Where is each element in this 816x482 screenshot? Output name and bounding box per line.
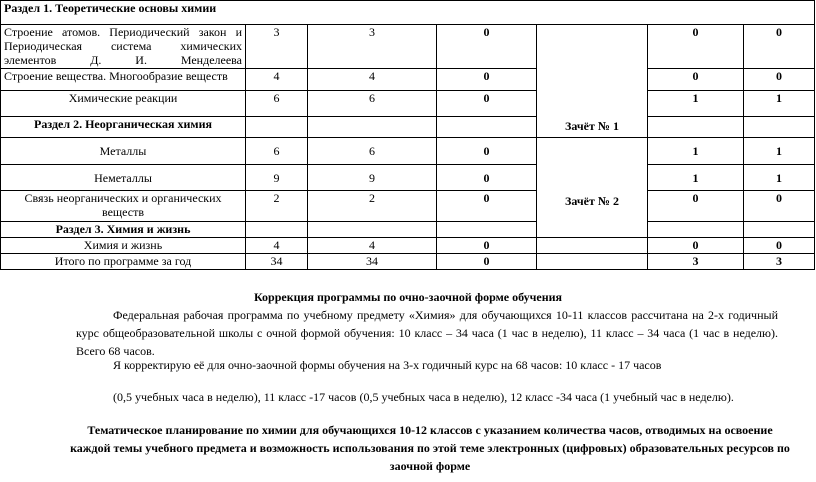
zachet-cell: Зачёт № 2 bbox=[537, 138, 648, 238]
topic-cell: Связь неорганических и органических веществ bbox=[1, 191, 246, 222]
section-row bbox=[1, 222, 815, 238]
value-cell: 3 bbox=[648, 254, 744, 270]
value-cell: 0 bbox=[437, 254, 537, 270]
value-cell: 0 bbox=[437, 138, 537, 165]
value-cell: 0 bbox=[648, 25, 744, 69]
table-row bbox=[1, 191, 815, 222]
section-title: Раздел 1. Теоретические основы химии bbox=[1, 1, 815, 25]
hours-cell: 6 bbox=[308, 91, 437, 117]
hours-cell: 6 bbox=[246, 91, 308, 117]
value-cell: 0 bbox=[744, 25, 815, 69]
section-title: Раздел 2. Неорганическая химия bbox=[1, 117, 246, 138]
value-cell: 1 bbox=[744, 165, 815, 191]
table-row bbox=[1, 69, 815, 91]
table-row bbox=[1, 25, 815, 69]
correction-paragraph-1: Федеральная рабочая программа по учебному предмету «Химия» для обучающихся 10-11 классов рассчитана на 2-х годичный курс общеобразовательной школы с очной формой обучения: 10 класс – 34 часа (1 час в неделю), 11 класс – 34 часа (1 час в неделю). Всего 68 часов. bbox=[76, 308, 778, 358]
hours-cell: 6 bbox=[308, 138, 437, 165]
correction-paragraph-2b: (0,5 учебных часа в неделю), 11 класс -17 часов (0,5 учебных часа в неделю), 12 класс -34 часа (1 учебный час в неделю). bbox=[113, 390, 734, 404]
value-cell: 0 bbox=[744, 69, 815, 91]
value-cell: 1 bbox=[648, 91, 744, 117]
topic-cell: Строение атомов. Периодический закон и Периодическая система химических элементов Д. И. Менделеева bbox=[1, 25, 246, 69]
value-cell: 0 bbox=[648, 191, 744, 222]
topic-cell: Строение вещества. Многообразие веществ bbox=[1, 69, 246, 91]
planning-title: Тематическое планирование по химии для обучающихся 10-12 классов с указанием количества часов, отводимых на освоение каждой темы учебного предмета и возможность использования по этой теме электронных (цифровых) образовательных ресурсов по заочной форме bbox=[70, 423, 790, 473]
hours-cell: 2 bbox=[246, 191, 308, 222]
hours-cell: 34 bbox=[308, 254, 437, 270]
hours-cell: 4 bbox=[246, 69, 308, 91]
hours-cell: 4 bbox=[308, 238, 437, 254]
total-row bbox=[1, 254, 815, 270]
hours-cell: 9 bbox=[308, 165, 437, 191]
topic-cell: Химия и жизнь bbox=[1, 238, 246, 254]
value-cell: 0 bbox=[648, 238, 744, 254]
value-cell: 0 bbox=[437, 165, 537, 191]
table-row bbox=[1, 238, 815, 254]
value-cell: 0 bbox=[437, 69, 537, 91]
value-cell: 0 bbox=[437, 91, 537, 117]
value-cell: 0 bbox=[437, 191, 537, 222]
value-cell: 3 bbox=[744, 254, 815, 270]
zachet-cell: Зачёт № 1 bbox=[537, 25, 648, 138]
table-row bbox=[1, 165, 815, 191]
correction-paragraph-2a: Я корректирую её для очно-заочной формы обучения на 3-х годичный курс на 68 часов: 10 класс - 17 часов bbox=[113, 358, 662, 372]
hours-cell: 3 bbox=[308, 25, 437, 69]
hours-cell: 3 bbox=[246, 25, 308, 69]
hours-cell: 9 bbox=[246, 165, 308, 191]
hours-cell: 34 bbox=[246, 254, 308, 270]
topic-cell: Химические реакции bbox=[1, 91, 246, 117]
hours-cell: 6 bbox=[246, 138, 308, 165]
hours-cell: 4 bbox=[308, 69, 437, 91]
table-row bbox=[1, 91, 815, 117]
value-cell: 0 bbox=[437, 238, 537, 254]
value-cell: 1 bbox=[648, 165, 744, 191]
value-cell: 0 bbox=[744, 191, 815, 222]
hours-cell: 4 bbox=[246, 238, 308, 254]
section-title: Раздел 3. Химия и жизнь bbox=[1, 222, 246, 238]
value-cell: 0 bbox=[744, 238, 815, 254]
table-row bbox=[1, 138, 815, 165]
topic-cell: Металлы bbox=[1, 138, 246, 165]
value-cell: 0 bbox=[648, 69, 744, 91]
section-row bbox=[1, 1, 815, 25]
value-cell: 1 bbox=[648, 138, 744, 165]
topic-cell: Итого по программе за год bbox=[1, 254, 246, 270]
section-row bbox=[1, 117, 815, 138]
value-cell: 0 bbox=[437, 25, 537, 69]
correction-title: Коррекция программы по очно-заочной форме обучения bbox=[253, 290, 563, 304]
value-cell: 1 bbox=[744, 138, 815, 165]
hours-cell: 2 bbox=[308, 191, 437, 222]
topic-cell: Неметаллы bbox=[1, 165, 246, 191]
value-cell: 1 bbox=[744, 91, 815, 117]
